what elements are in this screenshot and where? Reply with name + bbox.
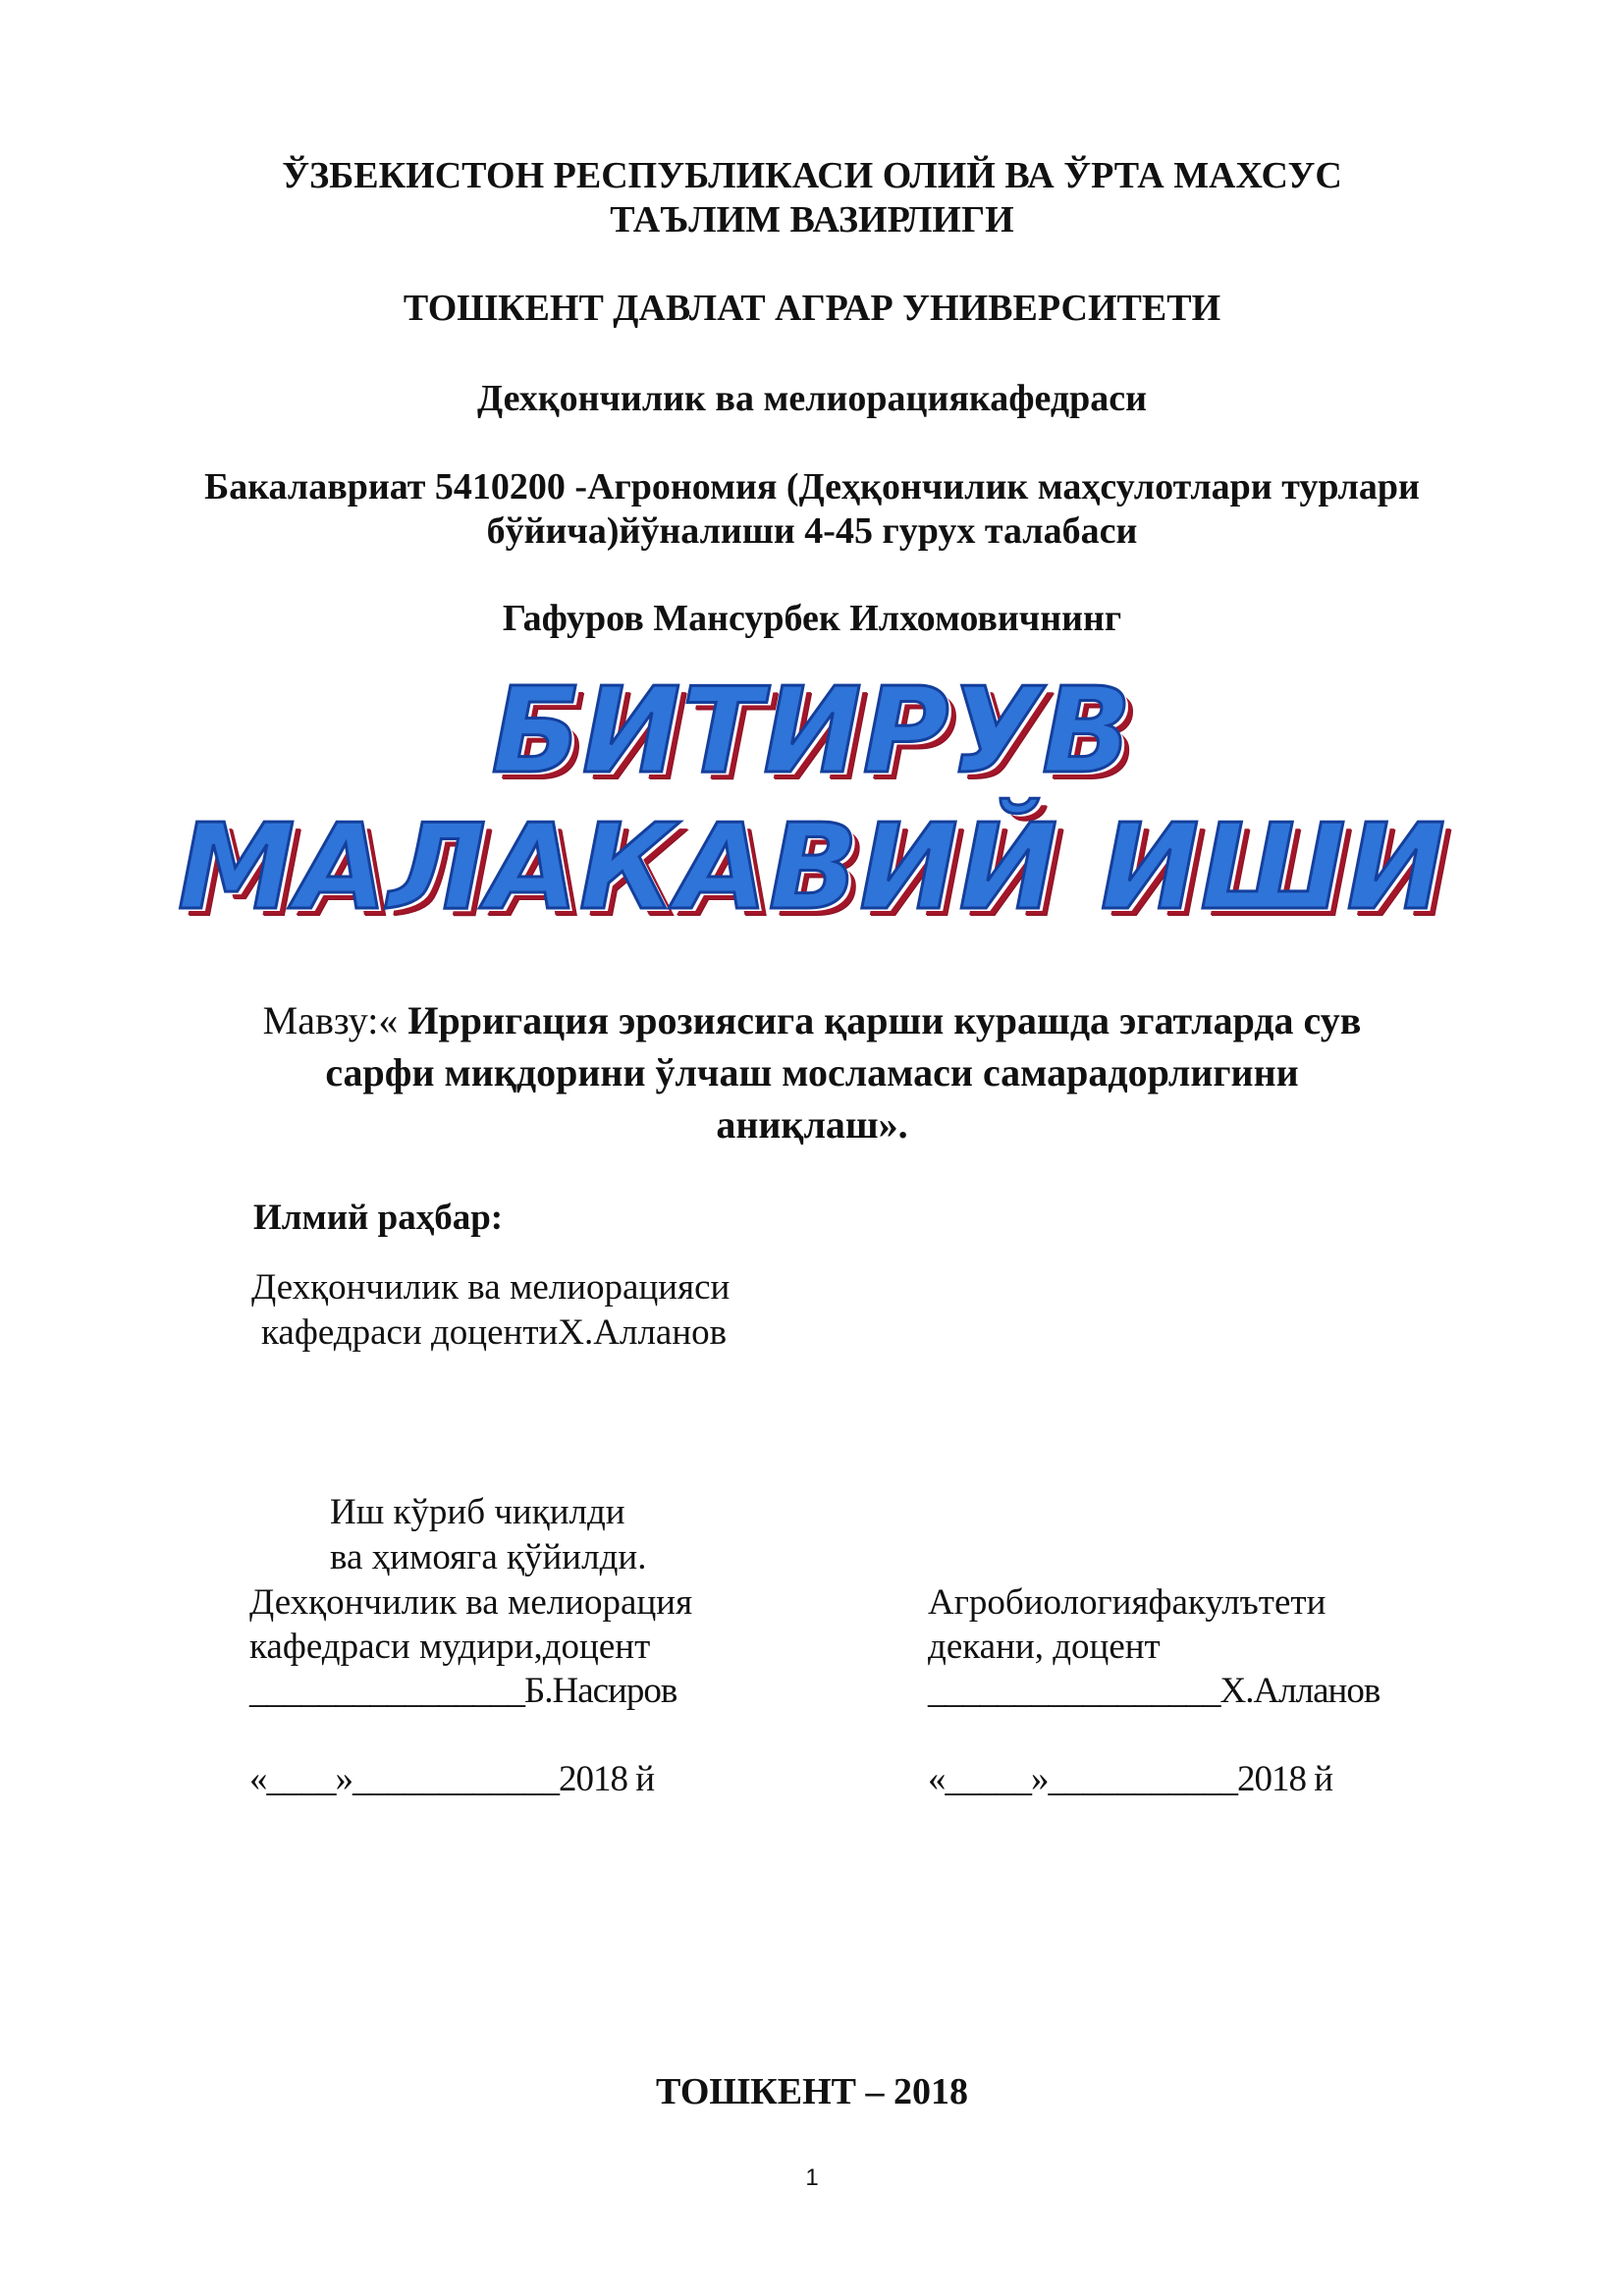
topic-line-1 — [0, 994, 1624, 1046]
left-signature-line: ________________Б.Насиров — [249, 1671, 677, 1711]
topic-line-3: аниқлаш». — [716, 1102, 908, 1147]
left-signer-line-2: кафедраси мудири,доцент — [249, 1627, 651, 1667]
ministry-line-2: ТАЪЛИМ ВАЗИРЛИГИ — [610, 199, 1014, 240]
supervisor-line-2: кафедраси доцентиХ.Алланов — [261, 1312, 728, 1353]
right-signature-line: _________________Х.Алланов — [928, 1671, 1380, 1711]
page-number: 1 — [805, 2164, 819, 2191]
ministry-line-1: ЎЗБЕКИСТОН РЕСПУБЛИКАСИ ОЛИЙ ВА ЎРТА МАХСУС — [282, 155, 1342, 196]
supervisor-heading: Илмий раҳбар: — [253, 1198, 504, 1238]
supervisor-line-1: Дехқончилик ва мелиорацияси — [251, 1267, 731, 1308]
approval-line-2: ва ҳимояга қўйилди. — [330, 1537, 647, 1577]
program-line-2: бўйича)йўналиши 4-45 гурух талабаси — [486, 510, 1138, 552]
right-signer-line-1: Агробиологияфакулътети — [928, 1582, 1326, 1623]
topic-line-2: сарфи миқдорини ўлчаш мосламаси самарадорлигини — [325, 1050, 1299, 1095]
topic-title-part-1: Ирригация эрозиясига қарши курашда эгатларда сув — [407, 998, 1362, 1042]
topic-prefix: Мавзу:« — [262, 998, 408, 1042]
city-year: ТОШКЕНТ – 2018 — [656, 2071, 968, 2112]
student-name: Гафуров Мансурбек Илхомовичнинг — [502, 598, 1122, 639]
program-line-1: Бакалавриат 5410200 -Агрономия (Деҳқончилик маҳсулотлари турлари — [204, 466, 1420, 507]
university-name: ТОШКЕНТ ДАВЛАТ АГРАР УНИВЕРСИТЕТИ — [403, 288, 1221, 329]
approval-line-1: Иш кўриб чиқилди — [330, 1492, 625, 1532]
title-line-2: МАЛАКАВИЙ ИШИ — [178, 800, 1446, 936]
right-date-line: «_____»___________2018 й — [928, 1759, 1333, 1799]
title-line-1: БИТИРУВ — [491, 664, 1133, 800]
right-signer-line-2: декани, доцент — [928, 1627, 1161, 1667]
left-signer-line-1: Дехқончилик ва мелиорация — [249, 1582, 693, 1623]
department-name: Дехқончилик ва мелиорациякафедраси — [477, 378, 1147, 419]
left-date-line: «____»____________2018 й — [249, 1759, 655, 1799]
